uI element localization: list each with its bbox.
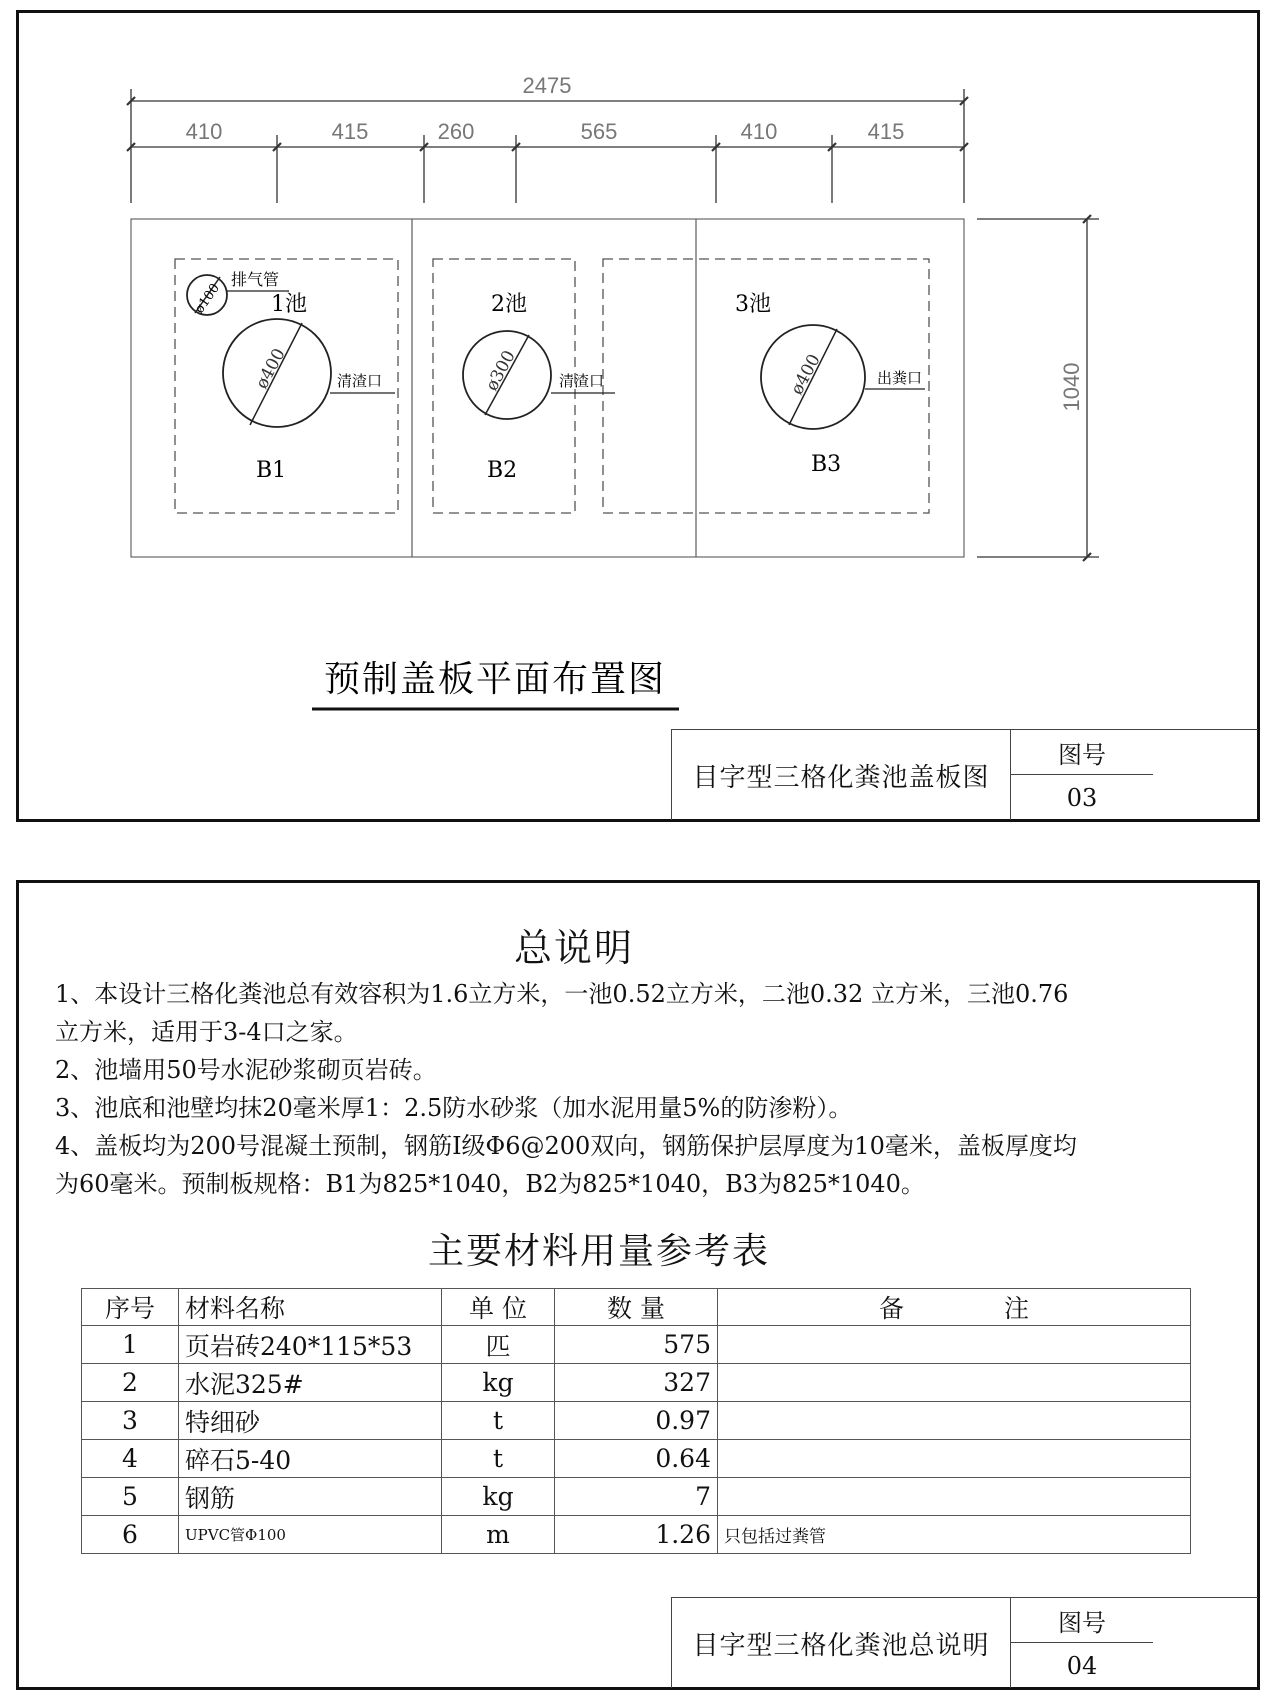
cell-unit: kg xyxy=(442,1478,555,1516)
cell-remark xyxy=(718,1364,1191,1402)
dim-segment-1: 410 xyxy=(185,119,223,144)
table-row xyxy=(82,1478,1191,1516)
note-line: 4、盖板均为200号混凝土预制，钢筋Ⅰ级Φ6@200双向，钢筋保护层厚度为10毫米，盖板厚度均 xyxy=(55,1132,1077,1160)
cell-no: 4 xyxy=(82,1440,179,1478)
header-unit: 单 位 xyxy=(442,1289,555,1326)
cell-qty: 0.64 xyxy=(555,1440,718,1478)
dim-segment-2: 415 xyxy=(331,119,369,144)
dim-segment-3: 260 xyxy=(437,119,475,144)
cell-qty: 1.26 xyxy=(555,1516,718,1554)
general-notes xyxy=(55,975,1245,1203)
header-no: 序号 xyxy=(82,1289,179,1326)
cell-name: 钢筋 xyxy=(179,1478,442,1516)
note-line: 1、本设计三格化粪池总有效容积为1.6立方米，一池0.52立方米，二池0.32 立方米，三池0.76 xyxy=(55,980,1069,1008)
pool-3-hole-size: ø400 xyxy=(787,351,825,399)
table-row xyxy=(82,1440,1191,1478)
cover-plate-plan-drawing xyxy=(19,13,1257,819)
board-b1-label: B1 xyxy=(256,458,287,483)
bottom-drawing-sheet xyxy=(16,880,1260,1690)
cell-remark xyxy=(718,1478,1191,1516)
header-qty: 数 量 xyxy=(555,1289,718,1326)
cell-no: 1 xyxy=(82,1326,179,1364)
cell-name: 页岩砖240*115*53 xyxy=(179,1326,442,1364)
vent-pipe-label: 排气管 xyxy=(231,270,280,289)
pool-1-label: 1池 xyxy=(271,292,307,317)
cell-name: 碎石5-40 xyxy=(179,1440,442,1478)
title-block-name: 目字型三格化粪池盖板图 xyxy=(672,730,1011,820)
title-block-name: 目字型三格化粪池总说明 xyxy=(672,1598,1011,1688)
cell-unit: kg xyxy=(442,1364,555,1402)
general-notes-heading: 总说明 xyxy=(513,926,634,970)
title-block-number: 03 xyxy=(1066,783,1098,812)
cell-unit: m xyxy=(442,1516,555,1554)
dim-height: 1040 xyxy=(1059,362,1084,412)
table-header-row xyxy=(82,1289,1191,1326)
title-block-03 xyxy=(671,729,1258,820)
title-block-number: 04 xyxy=(1066,1651,1098,1680)
cell-qty: 575 xyxy=(555,1326,718,1364)
board-b3-label: B3 xyxy=(811,452,842,477)
cell-qty: 0.97 xyxy=(555,1402,718,1440)
table-row xyxy=(82,1364,1191,1402)
cell-unit: t xyxy=(442,1440,555,1478)
title-block-label: 图号 xyxy=(1011,1598,1153,1643)
table-row xyxy=(82,1516,1191,1554)
note-line: 3、池底和池壁均抹20毫米厚1：2.5防水砂浆（加水泥用量5%的防渗粉）。 xyxy=(55,1094,853,1122)
cell-qty: 327 xyxy=(555,1364,718,1402)
cell-remark: 只包括过粪管 xyxy=(718,1516,1191,1554)
vent-pipe-size: ø100 xyxy=(191,281,223,317)
cell-qty: 7 xyxy=(555,1478,718,1516)
title-block-label: 图号 xyxy=(1011,730,1153,775)
cell-unit: 匹 xyxy=(442,1326,555,1364)
cell-name: 水泥325# xyxy=(179,1364,442,1402)
cell-unit: t xyxy=(442,1402,555,1440)
dim-segment-5: 410 xyxy=(740,119,778,144)
pool-1-hole-size: ø400 xyxy=(252,345,290,393)
board-b2-label: B2 xyxy=(487,458,518,483)
header-name: 材料名称 xyxy=(179,1289,442,1326)
cell-name: 特细砂 xyxy=(179,1402,442,1440)
dim-segment-6: 415 xyxy=(867,119,905,144)
cell-name: UPVC管Φ100 xyxy=(179,1516,442,1554)
cell-no: 6 xyxy=(82,1516,179,1554)
note-line: 2、池墙用50号水泥砂浆砌页岩砖。 xyxy=(55,1056,437,1084)
header-remark: 备 注 xyxy=(718,1289,1191,1326)
drawing-title: 预制盖板平面布置图 xyxy=(323,659,667,700)
cell-remark xyxy=(718,1402,1191,1440)
table-row xyxy=(82,1402,1191,1440)
note-line: 立方米，适用于3-4口之家。 xyxy=(55,1018,358,1046)
cell-remark xyxy=(718,1326,1191,1364)
table-row xyxy=(82,1326,1191,1364)
top-drawing-sheet xyxy=(16,10,1260,822)
dim-total: 2475 xyxy=(522,73,572,98)
pool-2-outlet-label: 清渣口 xyxy=(559,372,605,390)
pool-2-hole-size: ø300 xyxy=(482,347,520,395)
cell-no: 3 xyxy=(82,1402,179,1440)
pool-2-label: 2池 xyxy=(491,292,527,317)
title-block-04 xyxy=(671,1597,1258,1688)
pool-3-label: 3池 xyxy=(735,292,771,317)
dim-segment-4: 565 xyxy=(580,119,618,144)
material-table xyxy=(81,1288,1191,1554)
pool-3-outlet-label: 出粪口 xyxy=(877,369,923,387)
cell-no: 5 xyxy=(82,1478,179,1516)
cell-remark xyxy=(718,1440,1191,1478)
material-table-title: 主要材料用量参考表 xyxy=(427,1231,770,1272)
cell-no: 2 xyxy=(82,1364,179,1402)
pool-1-outlet-label: 清渣口 xyxy=(337,372,383,390)
note-line: 为60毫米。预制板规格：B1为825*1040，B2为825*1040，B3为825*1040。 xyxy=(55,1170,925,1198)
